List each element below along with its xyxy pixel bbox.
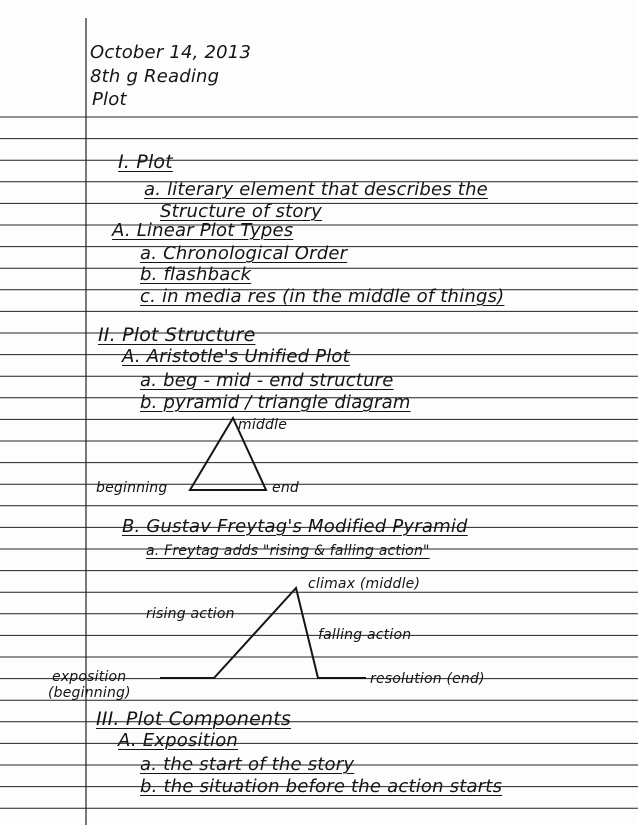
section-2-subheading-b: B. Gustav Freytag's Modified Pyramid bbox=[122, 516, 468, 537]
date: October 14, 2013 bbox=[90, 42, 252, 63]
section-2-item-a: a. beg - mid - end structure bbox=[140, 370, 394, 391]
triangle-label-beginning: beginning bbox=[96, 480, 168, 496]
section-2-title: II. Plot Structure bbox=[98, 324, 256, 346]
section-1-definition-line-1: a. literary element that describes the bbox=[144, 179, 488, 200]
section-2-subheading-a: A. Aristotle's Unified Plot bbox=[122, 346, 350, 367]
freytag-label-exposition: exposition bbox=[52, 669, 127, 685]
section-1-definition-line-2: Structure of story bbox=[160, 201, 323, 222]
section-1-type-b: b. flashback bbox=[140, 264, 252, 285]
section-1-type-c: c. in media res (in the middle of things) bbox=[140, 286, 505, 307]
triangle-label-middle: middle bbox=[238, 417, 288, 433]
freytag-label-falling: falling action bbox=[318, 627, 412, 643]
section-3-title: III. Plot Components bbox=[96, 708, 291, 730]
section-1-type-a: a. Chronological Order bbox=[140, 243, 348, 264]
section-3-subheading-a: A. Exposition bbox=[118, 730, 239, 751]
section-1-title: I. Plot bbox=[118, 151, 173, 173]
aristotle-triangle bbox=[190, 418, 266, 490]
topic: Plot bbox=[92, 89, 127, 110]
freytag-label-resolution: resolution (end) bbox=[370, 671, 485, 687]
freytag-label-climax: climax (middle) bbox=[308, 576, 421, 592]
freytag-label-beginning: (beginning) bbox=[48, 685, 131, 701]
section-3-item-b: b. the situation before the action starts bbox=[140, 776, 503, 797]
triangle-label-end: end bbox=[272, 480, 299, 496]
freytag-pyramid bbox=[160, 588, 366, 678]
freytag-label-rising: rising action bbox=[146, 606, 235, 622]
section-2-item-b: b. pyramid / triangle diagram bbox=[140, 392, 411, 413]
section-1-subheading-a: A. Linear Plot Types bbox=[112, 220, 294, 241]
class-name: 8th g Reading bbox=[90, 66, 220, 87]
section-2-item-b-a: a. Freytag adds "rising & falling action" bbox=[146, 543, 430, 559]
section-3-item-a: a. the start of the story bbox=[140, 754, 355, 775]
